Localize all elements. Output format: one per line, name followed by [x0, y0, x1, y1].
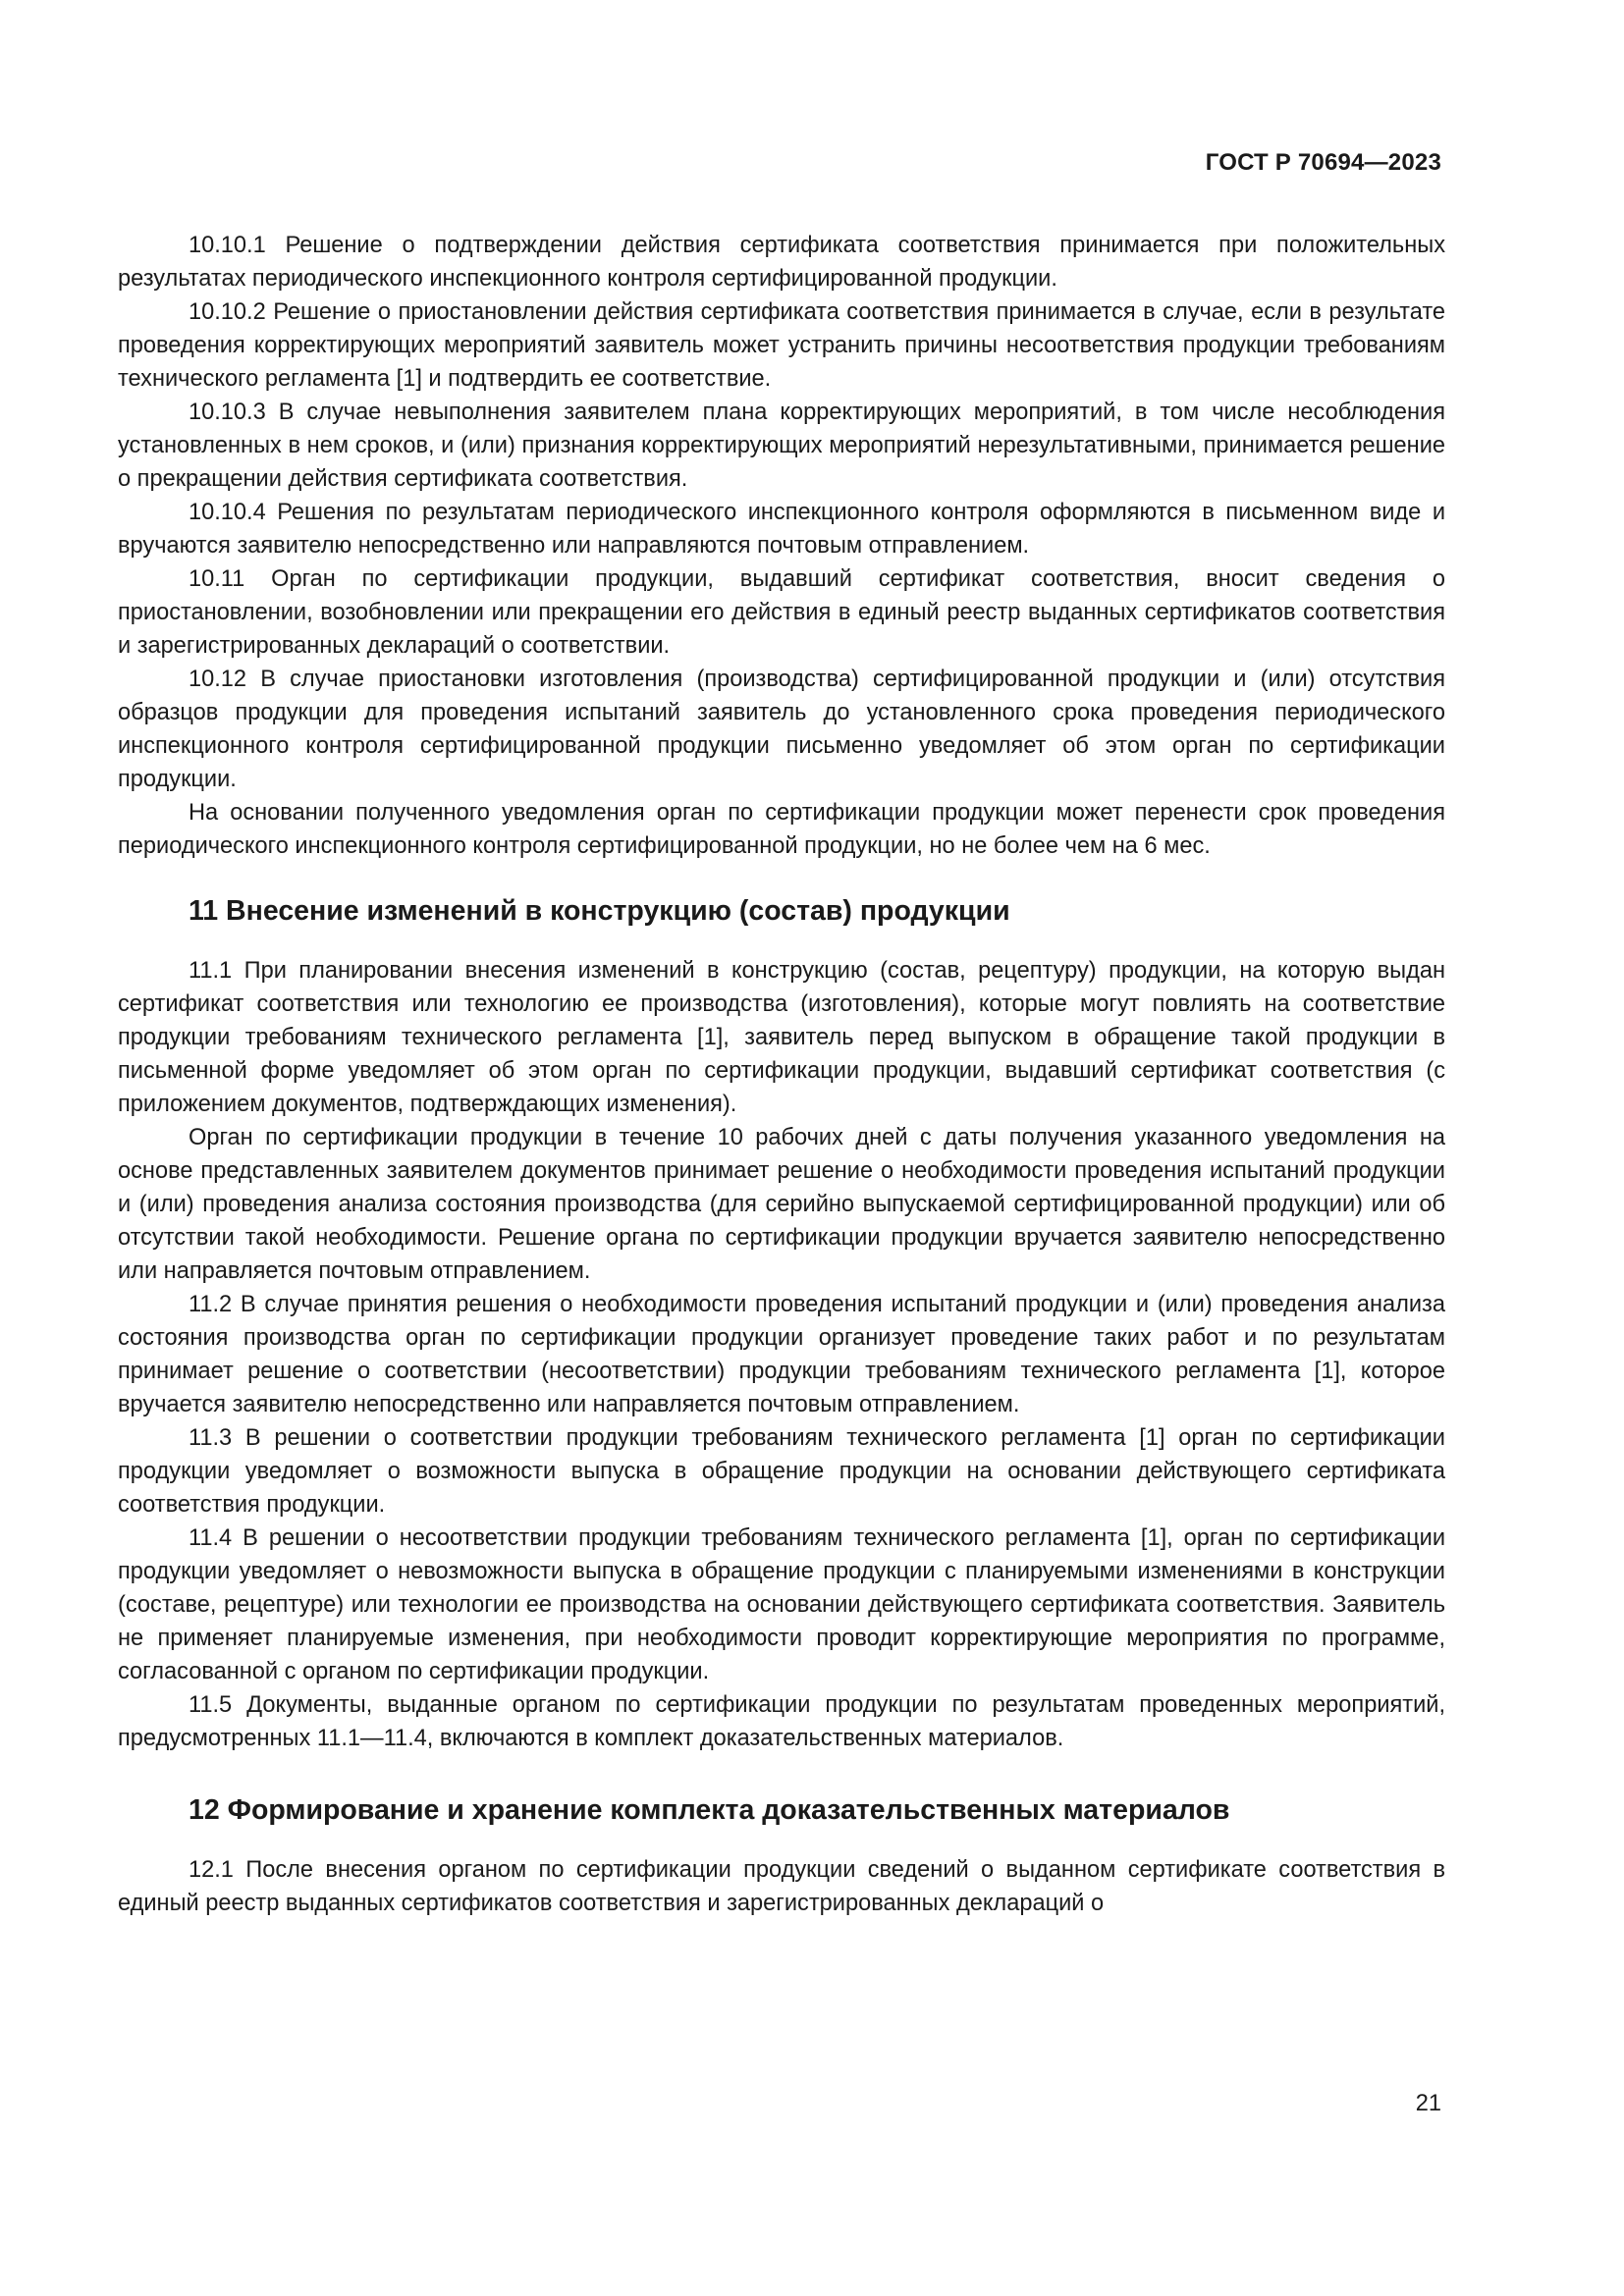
paragraph-12-1: 12.1 После внесения органом по сертификации продукции сведений о выданном сертификате соответствия в единый реестр выданных сертификатов соответствия и зарегистрированных деклараций о	[118, 1857, 1445, 1916]
section-12-heading: 12 Формирование и хранение комплекта доказательственных материалов	[189, 1794, 1230, 1826]
paragraph-10-10-1: 10.10.1 Решение о подтверждении действия сертификата соответствия принимается при положительных результатах периодического инспекционного контроля сертифицированной продукции.	[118, 233, 1445, 292]
paragraph-10-10-2: 10.10.2 Решение о приостановлении действия сертификата соответствия принимается в случае, если в результате проведения корректирующих мероприятий заявитель может устранить причины несоответствия продукции требованиям технического регламента [1] и подтвердить ее соответствие.	[118, 299, 1445, 392]
page-number: 21	[1415, 2091, 1441, 2116]
paragraph-11-1-cont: Орган по сертификации продукции в течение 10 рабочих дней с даты получения указанного уведомления на основе представленных заявителем документов принимает решение о необходимости проведения испытаний продукции и (или) проведения анализа состояния производства (для серийно выпускаемой сертифицированной продукции) или об отсутствии такой необходимости. Решение органа по сертификации продукции вручается заявителю непосредственно или направляется почтовым отправлением.	[118, 1125, 1445, 1284]
paragraph-10-12-note: На основании полученного уведомления орган по сертификации продукции может перенести срок проведения периодического инспекционного контроля сертифицированной продукции, но не более чем на 6 мес.	[118, 800, 1445, 859]
paragraph-11-1: 11.1 При планировании внесения изменений в конструкцию (состав, рецептуру) продукции, на которую выдан сертификат соответствия или технологию ее производства (изготовления), которые могут повлиять на соответствие продукции требованиям технического регламента [1], заявитель перед выпуском в обращение такой продукции в письменной форме уведомляет об этом орган по сертификации продукции, выдавший сертификат соответствия (с приложением документов, подтверждающих изменения).	[118, 958, 1445, 1117]
paragraph-11-2: 11.2 В случае принятия решения о необходимости проведения испытаний продукции и (или) проведения анализа состояния производства орган по сертификации продукции организует проведение таких работ и по результатам принимает решение о соответствии (несоответствии) продукции требованиям технического регламента [1], которое вручается заявителю непосредственно или направляется почтовым отправлением.	[118, 1292, 1445, 1417]
section-11-heading: 11 Внесение изменений в конструкцию (состав) продукции	[189, 895, 1010, 927]
paragraph-10-10-4: 10.10.4 Решения по результатам периодического инспекционного контроля оформляются в письменном виде и вручаются заявителю непосредственно или направляются почтовым отправлением.	[118, 500, 1445, 559]
paragraph-10-12: 10.12 В случае приостановки изготовления (производства) сертифицированной продукции и (или) отсутствия образцов продукции для проведения испытаний заявитель до установленного срока проведения периодического инспекционного контроля сертифицированной продукции письменно уведомляет об этом орган по сертификации продукции.	[118, 667, 1445, 792]
paragraph-11-5: 11.5 Документы, выданные органом по сертификации продукции по результатам проведенных мероприятий, предусмотренных 11.1—11.4, включаются в комплект доказательственных материалов.	[118, 1692, 1445, 1751]
page-content	[118, 229, 1445, 1920]
paragraph-10-11: 10.11 Орган по сертификации продукции, выдавший сертификат соответствия, вносит сведения о приостановлении, возобновлении или прекращении его действия в единый реестр выданных сертификатов соответствия и зарегистрированных деклараций о соответствии.	[118, 566, 1445, 659]
paragraph-10-10-3: 10.10.3 В случае невыполнения заявителем плана корректирующих мероприятий, в том числе несоблюдения установленных в нем сроков, и (или) признания корректирующих мероприятий нерезультативными, принимается решение о прекращении действия сертификата соответствия.	[118, 400, 1445, 492]
paragraph-11-4: 11.4 В решении о несоответствии продукции требованиям технического регламента [1], орган по сертификации продукции уведомляет о невозможности выпуска в обращение продукции с планируемыми изменениями в конструкции (составе, рецептуре) или технологии ее производства на основании действующего сертификата соответствия. Заявитель не применяет планируемые изменения, при необходимости проводит корректирующие мероприятия по программе, согласованной с органом по сертификации продукции.	[118, 1525, 1445, 1684]
document-id-header: ГОСТ Р 70694—2023	[1205, 149, 1441, 176]
paragraph-11-3: 11.3 В решении о соответствии продукции требованиям технического регламента [1] орган по сертификации продукции уведомляет о возможности выпуска в обращение продукции на основании действующего сертификата соответствия продукции.	[118, 1425, 1445, 1518]
